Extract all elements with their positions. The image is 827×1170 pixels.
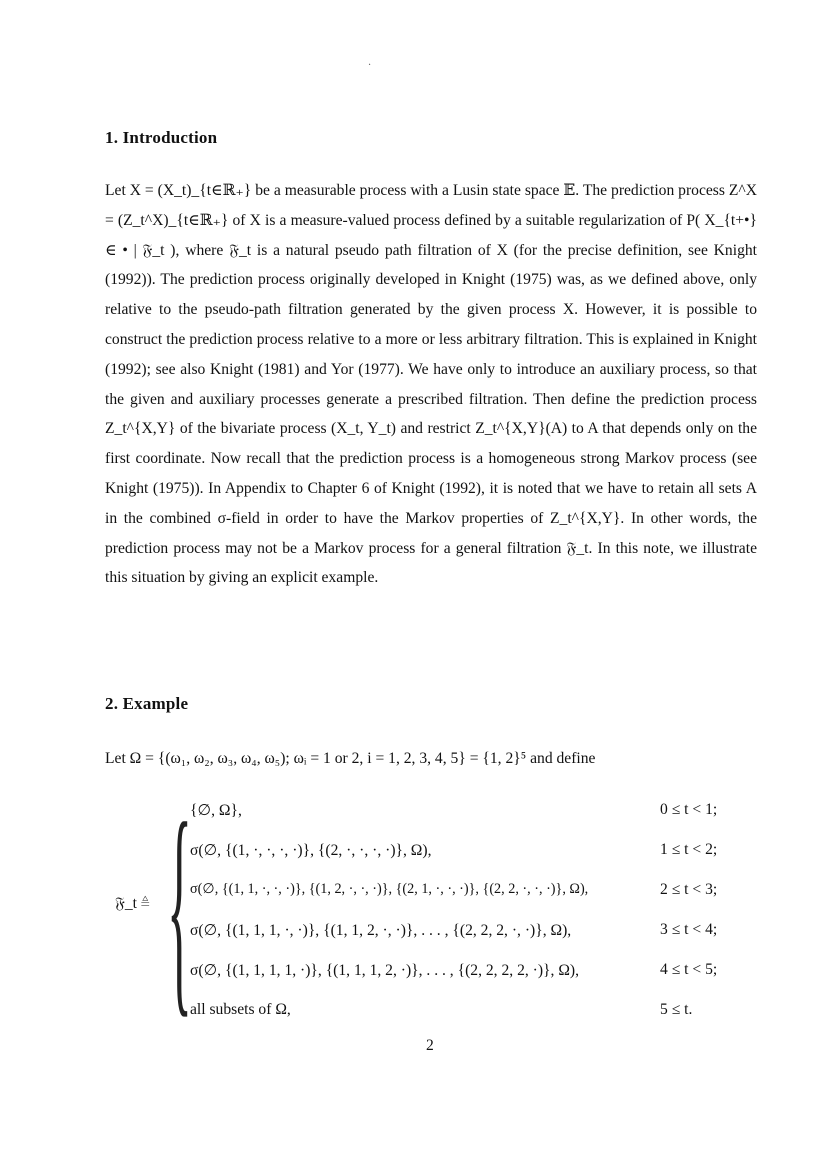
section-heading-example: 2. Example — [105, 694, 189, 713]
case-row — [190, 1001, 760, 1023]
page-number: 2 — [426, 1037, 434, 1054]
case-condition: 2 ≤ t < 3; — [660, 881, 718, 898]
header-mark: · — [368, 60, 372, 71]
filtration-symbol: 𝔉_t ≜ — [115, 895, 150, 912]
case-row — [190, 841, 760, 863]
example-paragraph: Let Ω = {(ω₁, ω₂, ω₃, ω₄, ω₅); ωᵢ = 1 or 2, i = 1, 2, 3, 4, 5} = {1, 2}⁵ and define — [105, 750, 596, 767]
case-row — [190, 921, 760, 943]
filtration-definition — [115, 776, 755, 1037]
case-row — [190, 961, 760, 983]
case-expression: σ(∅, {(1, ·, ·, ·, ·)}, {(2, ·, ·, ·, ·)}, Ω), — [190, 842, 432, 859]
case-condition: 0 ≤ t < 1; — [660, 801, 718, 818]
case-expression: all subsets of Ω, — [190, 1001, 291, 1018]
section-heading-introduction: 1. Introduction — [105, 128, 218, 147]
case-row — [190, 881, 760, 903]
case-condition: 5 ≤ t. — [660, 1001, 693, 1018]
case-expression: {∅, Ω}, — [190, 802, 242, 819]
case-expression: σ(∅, {(1, 1, ·, ·, ·)}, {(1, 2, ·, ·, ·)}, {(2, 1, ·, ·, ·)}, {(2, 2, ·, ·, ·)}, Ω), — [190, 881, 589, 897]
case-expression: σ(∅, {(1, 1, 1, ·, ·)}, {(1, 1, 2, ·, ·)}, . . . , {(2, 2, 2, ·, ·)}, Ω), — [190, 922, 572, 939]
case-condition: 4 ≤ t < 5; — [660, 961, 718, 978]
case-row — [190, 801, 760, 823]
case-condition: 1 ≤ t < 2; — [660, 841, 718, 858]
case-condition: 3 ≤ t < 4; — [660, 921, 718, 938]
case-expression: σ(∅, {(1, 1, 1, 1, ·)}, {(1, 1, 1, 2, ·)}, . . . , {(2, 2, 2, 2, ·)}, Ω), — [190, 962, 580, 979]
introduction-paragraph: Let X = (X_t)_{t∈ℝ₊} be a measurable process with a Lusin state space 𝔼. The prediction process Z^X = (Z_t^X)_{t∈ℝ₊} of X is a measure-valued process defined by a suitable regularization of P( X_{t+•} ∈ • | 𝔉_t ), where 𝔉_t is a natural pseudo path filtration of X (for the precise definition, see Knight (1992)). The prediction process originally developed in Knight (1975) was, as we defined above, only relative to the pseudo-path filtration generated by the given process X. However, it is possible to construct the prediction process relative to a more or less arbitrary filtration. This is explained in Knight (1992); see also Knight (1981) and Yor (1977). We have only to introduce an auxiliary process, so that the given and auxiliary processes generate a prescribed filtration. Then define the prediction process Z_t^{X,Y} of the bivariate process (X_t, Y_t) and restrict Z_t^{X,Y}(A) to A that depends only on the first coordinate. Now recall that the prediction process is a homogeneous strong Markov process (see Knight (1975)). In Appendix to Chapter 6 of Knight (1992), it is noted that we have to retain all sets A in the combined σ-field in order to have the Markov properties of Z_t^{X,Y}. In other words, the prediction process may not be a Markov process for a general filtration 𝔉_t. In this note, we illustrate this situation by giving an explicit example. — [105, 182, 757, 587]
left-brace: { — [167, 776, 192, 1037]
